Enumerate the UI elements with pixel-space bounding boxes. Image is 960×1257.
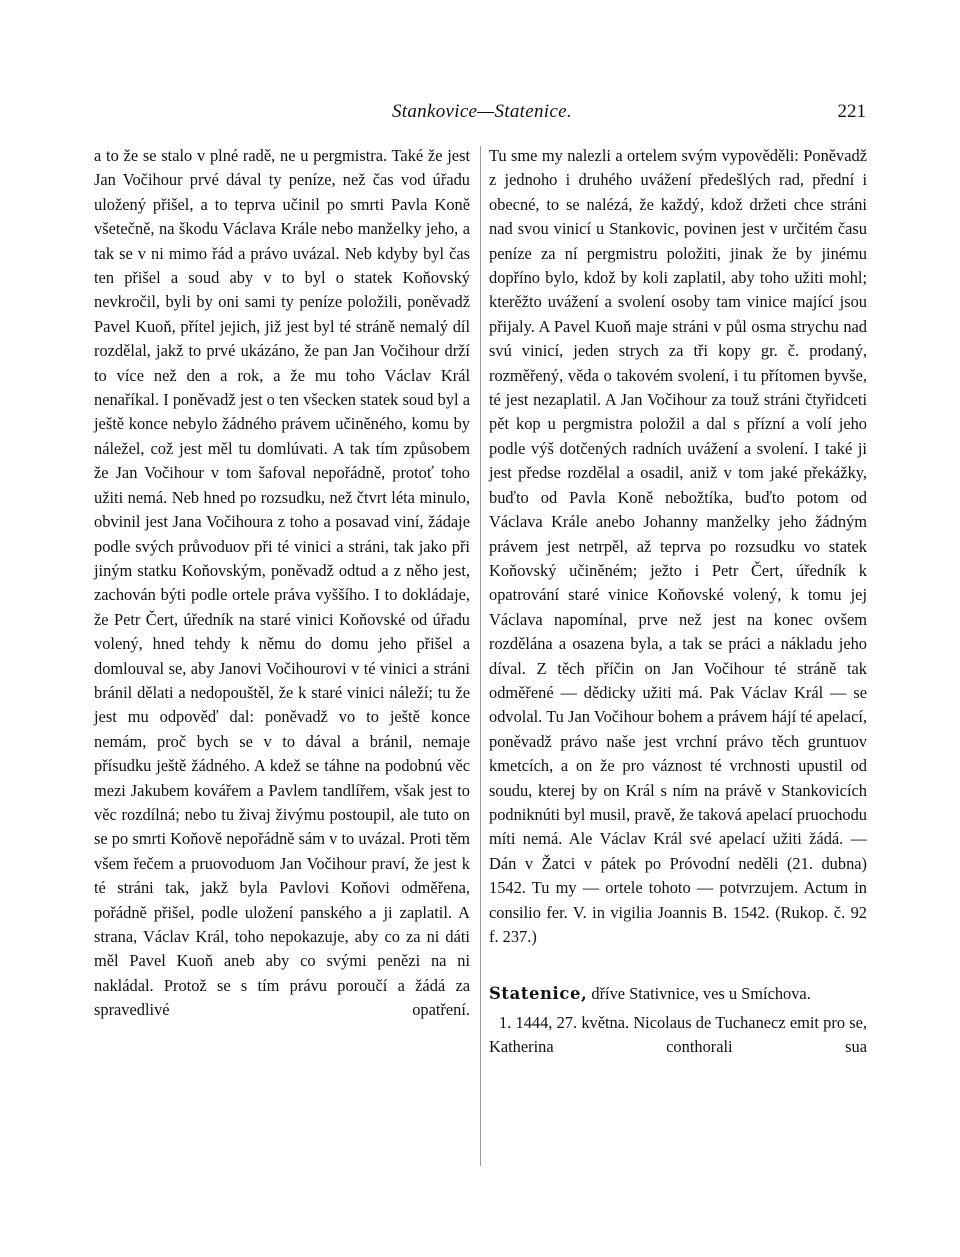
- page-header: [94, 101, 866, 131]
- entry-gap: [489, 949, 867, 982]
- page-number: 221: [837, 101, 866, 122]
- entry-heading-line: [489, 982, 867, 1006]
- right-column-text: Tu sme my nalezli a ortelem svým vypověděli: Poněvadž z jednoho i druhého uvážení předešlých rad, přední i obecné, to se nalézá, že každý, kdož držeti chce stráni nad svou vinicí u Stankovic, povinen jest v určitém času peníze za ní pergmistru položiti, jinak že by jinému dopříno bylo, kdož by koli zaplatil, aby toho užiti mohl; kterěžto uvážení a svolení osoby tam vinice mající jsou přijaly. A Pavel Kuoň maje stráni v půl osma strychu nad svú vinicí, jeden strych za tři kopy gr. č. prodaný, rozměřený, věda o takovém svolení, i tu přítomen byvše, té jest nezaplatil. A Jan Vočihour za touž stráni čtyřidceti pět kop u pergmistra položil a dal s přízní a volí jeho podle výš dotčených radních uvážení a svolení. I také ji jest předse rozdělal a osadil, aniž v tom jaké překážky, buďto od Pavla Koně nebožtíka, buďto potom od Václava Krále anebo Johanny manželky jeho žádným právem jest netrpěl, až teprva po rozsudku vo statek Koňovský učiněném; ježto i Petr Čert, úředník k opatrování staré vinice Koňovské volený, k tomu jej Václava napomínal, prve než jest na konec ovšem rozdělána a osazena byla, a tak se práci a nákladu jeho díval. Z těch příčin on Jan Vočihour té stráně tak odměřené — dědicky užiti má. Pak Václav Král — se odvolal. Tu Jan Vočihour bohem a právem hájí té apelací, poněvadž právo naše jest vrchní právo těch gruntuov kmetcích, a on že pro váznost té vrchnosti upustil od soudu, kterej by on Král s ním na právě v Stankovicích podniknúti byl musil, pravě, že taková apelací pruochodu míti nemá. Ale Václav Král své apelací užiti žádá. — Dán v Žatci v pátek po Próvodní neděli (21. dubna) 1542. Tu my — ortele tohoto — potvrzujem. Actum in consilio fer. V. in vigilia Joannis B. 1542. (Rukop. č. 92 f. 237.): [489, 146, 867, 946]
- running-title: Stankovice—Statenice.: [392, 101, 572, 122]
- left-column-text: a to že se stalo v plné radě, ne u pergmistra. Také že jest Jan Vočihour prvé dával ty peníze, než čas vod úřadu uložený přišel, a to teprva učinil po smrti Pavla Koně všetečně, na škodu Václava Krále nebo manželky jeho, a tak se v ni mimo řád a právo uvázal. Neb kdyby byl čas ten přišel a soud aby v to byl o statek Koňovský nevkročil, byli by oni sami ty peníze položili, poněvadž Pavel Kuoň, přítel jejich, již jest byl té stráně nemalý díl rozdělal, jakž to prvé ukázáno, že pan Jan Vočihour drží to více než den a rok, a že mu toho Václav Král nenaříkal. I poněvadž jest o ten všecken statek soud byl a ještě konce nebylo žádného právem učiněného, komu by náležel, což jest měl tu domlúvati. A tak tím způsobem že Jan Vočihour v tom šafoval nepořádně, protoť toho užiti nemá. Neb hned po rozsudku, než čtvrt léta minulo, obvinil jest Jana Vočihoura z toho a posavad viní, žádaje podle svých průvoduov při té vinici a stráni, tak jako při jiným statku Koňovským, poněvadž odtud a z něho jest, zachován býti podle ortele práva vyššího. I to dokládaje, že Petr Čert, úředník na staré vinici Koňovské od úřadu volený, hned tehdy k němu do domu jeho přišel a domlouval se, aby Janovi Vočihourovi v té vinici a stráni bránil dělati a nedopouštěl, že k staré vinici náleží; tu že jest mu odpověď dal: poněvadž vo to ještě konce nemám, proč bych se v to dával a bránil, nemaje přísudku ještě žádného. A kdež se táhne na podobnú věc mezi Jakubem kovářem a Pavlem tandlířem, však jest to věc rozdílná; nebo tu živaj živýmu postoupil, ale tuto on se po smrti Koňově nepořádně sám v to uvázal. Proti těm všem řečem a pruovoduom Jan Vočihour praví, že jest k té stráni tak, jakž byla Pavlovi Koňovi odměřena, pořádně přišel, podle uložení panského a ji zaplatil. A strana, Václav Král, toho nepokazuje, aby co za ni dáti měl Pavel Kuoň aneb aby co svými penězi na ni nakládal. Protož se s tím právu poroučí a žádá za spravedlivé opatření.: [94, 146, 470, 1020]
- right-column: [489, 144, 867, 1060]
- left-column: [94, 144, 470, 1023]
- entry-headword: Statenice,: [489, 984, 588, 1004]
- entry-description: dříve Stativnice, ves u Smíchova.: [587, 984, 811, 1004]
- entry-text: 1. 1444, 27. května. Nicolaus de Tuchanecz emit pro se, Katherina conthorali sua: [489, 1012, 867, 1057]
- column-divider: [480, 146, 481, 1166]
